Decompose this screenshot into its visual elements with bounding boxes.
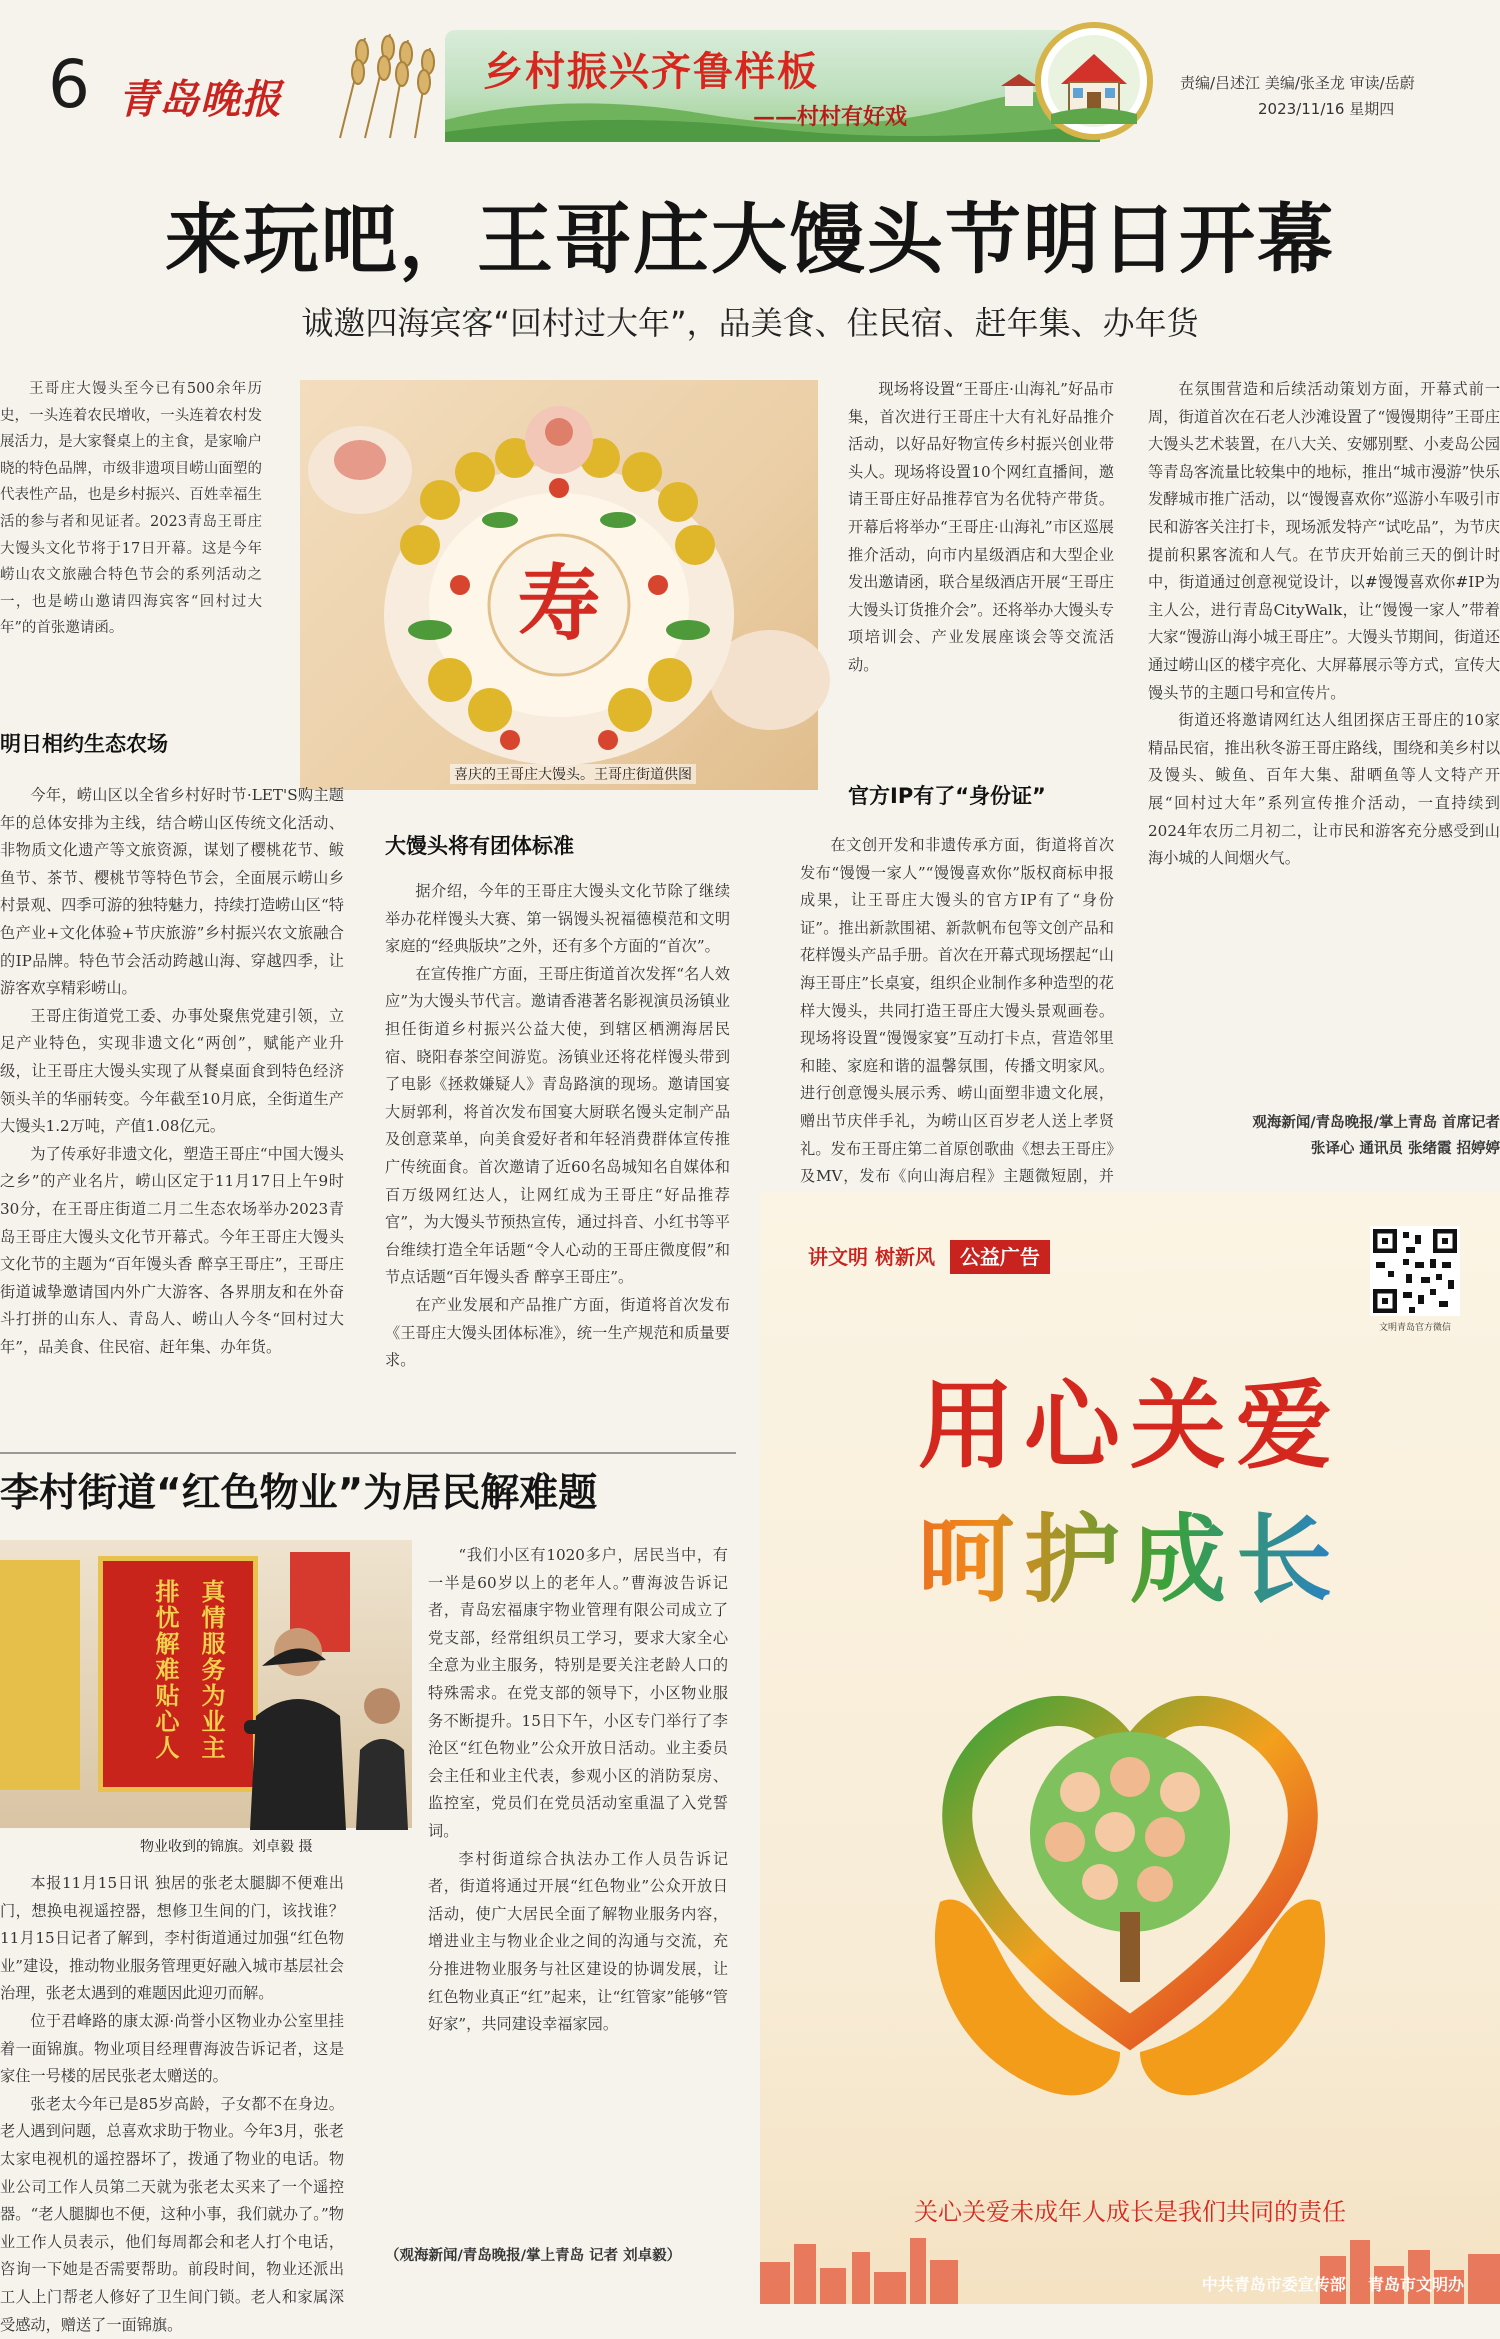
lead-subhead-1: 明日相约生态农场 bbox=[0, 732, 168, 756]
lead-intro-text: 王哥庄大馒头至今已有500余年历史，一头连着农民增收，一头连着农村发展活力，是大家餐桌上的主食，是家喻户晓的特色品牌，市级非遗项目崂山面塑的代表性产品，也是乡村振兴、百姓幸福生活的参与者和见证者。2023青岛王哥庄大馒头文化节将于17日开幕。这是今年崂山农文旅融合特色节会的系列活动之一，也是崂山邀请四海宾客“回村过大年”的首张邀请函。 bbox=[0, 381, 262, 637]
masthead bbox=[0, 0, 1500, 145]
section-divider bbox=[0, 1452, 736, 1454]
section-subtitle: ——村村有好戏 bbox=[753, 104, 908, 130]
silk-banner-line: 真情服务为业主 bbox=[197, 1579, 225, 1761]
lead-section-1-paragraph: 王哥庄街道党工委、办事处聚焦党建引领，立足产业特色，实现非遗文化“两创”，赋能产业升级，让王哥庄大馒头实现了从餐桌面食到特色经济领头羊的华丽转变。今年截至10月底，全街道生产大馒头1.2万吨，产值1.08亿元。 bbox=[0, 1006, 344, 1136]
public-service-ad bbox=[760, 1192, 1500, 2304]
heart-hands-icon bbox=[880, 1612, 1380, 2172]
lead-section-1-paragraph: 今年，崂山区以全省乡村好时节·LET'S购主题年的总体安排为主线，结合崂山区传统文化活动、非物质文化遗产等文旅资源，谋划了樱桃花节、鲅鱼节、茶节、樱桃节等特色节会，全面展示崂山乡村景观、四季可游的独特魅力，持续打造崂山区“特色产业+文化体验+节庆旅游”乡村振兴农文旅融合的IP品牌。特色节会活动跨越山海、穿越四季，让游客欢享精彩崂山。 bbox=[0, 786, 344, 998]
second-paragraph: “我们小区有1020多户，居民当中，有一半是60岁以上的老年人。”曹海波告诉记者，青岛宏福康宇物业管理有限公司成立了党支部，经常组织员工学习，要求大家全心全意为业主服务，特别是要关注老龄人口的特殊需求。在党支部的领导下，小区物业服务不断提升。15日下午，小区专门举行了李沧区“红色物业”公众开放日活动。业主委员会主任和业主代表，参观小区的消防泵房、监控室，党员们在党员活动室重温了入党誓词。 bbox=[428, 1546, 728, 1840]
longevity-character: 寿 bbox=[517, 556, 601, 652]
second-paragraph: 位于君峰路的康太源·尚誉小区物业办公室里挂着一面锦旗。物业项目经理曹海波告诉记者，这是家住一号楼的居民张老太赠送的。 bbox=[0, 2011, 344, 2086]
lead-byline-source: 观海新闻/青岛晚报/掌上青岛 首席记者 bbox=[1252, 1115, 1500, 1131]
lead-section-3-paragraph: 在文创开发和非遗传承方面，街道将首次发布“馒馒一家人”“馒馒喜欢你”版权商标申报成果，让王哥庄大馒头的官方IP有了“身份证”。推出新款围裙、新款帆布包等文创产品和花样馒头产品手册。首次在开幕式现场摆起“山海王哥庄”长桌宴，组织企业制作多种造型的花样大馒头，共同打造王哥庄大馒头景观画卷。现场将设置“馒馒家宴”互动打卡点，营造邻里和睦、家庭和谐的温馨氛围，传播文明家风。进行创意馒头展示秀、崂山面塑非遗文化展，赠出节庆伴手礼，为崂山区百岁老人送上孝贤礼。发布王哥庄第二首原创歌曲《想去王哥庄》及MV，发布《向山海启程》主题微短剧，并 bbox=[800, 836, 1114, 1186]
lead-section-2-paragraph: 据介绍，今年的王哥庄大馒头文化节除了继续举办花样馒头大赛、第一锅馒头祝福德模范和文明家庭的“经典版块”之外，还有多个方面的“首次”。 bbox=[385, 882, 730, 956]
section-title: 乡村振兴齐鲁样板 bbox=[483, 49, 819, 95]
qr-code bbox=[1370, 1226, 1460, 1316]
lead-headline: 来玩吧，王哥庄大馒头节明日开幕 bbox=[165, 195, 1335, 284]
lead-photo bbox=[300, 380, 818, 790]
second-byline: （观海新闻/青岛晚报/掌上青岛 记者 刘卓毅） bbox=[385, 2248, 682, 2264]
second-body-b bbox=[428, 1542, 728, 2242]
second-paragraph: 李村街道综合执法办工作人员告诉记者，街道将通过开展“红色物业”公众开放日活动，使广大居民全面了解物业服务内容，增进业主与物业企业之间的沟通与交流，充分推进物业服务与社区建设的协调发展，让红色物业真正“红”起来，让“红管家”能够“管好家”，共同建设幸福家园。 bbox=[428, 1849, 728, 2034]
lead-byline bbox=[1148, 1110, 1500, 1162]
lead-section-2-body-a bbox=[385, 878, 730, 1444]
second-body-a bbox=[0, 1870, 344, 2334]
lead-intro bbox=[0, 376, 262, 716]
ad-tagline: 关心关爱未成年人成长是我们共同的责任 bbox=[914, 2198, 1346, 2226]
lead-byline-names: 张译心 通讯员 张绪霞 招婷婷 bbox=[1310, 1141, 1500, 1157]
ad-badge: 公益广告 bbox=[950, 1240, 1050, 1274]
wheat-decoration-icon bbox=[310, 30, 460, 140]
lead-section-2-paragraph: 在产业发展和产品推广方面，街道将首次发布《王哥庄大馒头团体标准》，统一生产规范和质量要求。 bbox=[385, 1295, 730, 1370]
ad-slogan-line-2: 呵护成长 bbox=[760, 1484, 1500, 1621]
lead-section-3-paragraph: 街道还将邀请网红达人组团探店王哥庄的10家精品民宿，推出秋冬游王哥庄路线，围绕和美乡村以及馒头、鲅鱼、百年大集、甜晒鱼等人文特产开展“回村过大年”系列宣传推介活动，一直持续到2024年农历二月初二，让市民和游客充分感受到山海小城的人间烟火气。 bbox=[1148, 711, 1500, 868]
editors-line: 责编/吕述江 美编/张圣龙 审读/岳蔚 bbox=[1180, 74, 1415, 92]
lead-section-2-paragraph: 现场将设置“王哥庄·山海礼”好品市集，首次进行王哥庄十大有礼好品推介活动，以好品好物宣传乡村振兴创业带头人。现场将设置10个网红直播间，邀请王哥庄好品推荐官为名优特产带货。开幕后将举办“王哥庄·山海礼”市区巡展推介活动，向市内星级酒店和大型企业发出邀请函，联合星级酒店开展“王哥庄大馒头订货推介会”。还将举办大馒头专项培训会、产业发展座谈会等交流活动。 bbox=[848, 380, 1114, 674]
lead-section-3-body-a bbox=[800, 832, 1114, 1186]
silk-banner-line: 排忧解难贴心人 bbox=[151, 1579, 179, 1761]
qr-caption: 文明青岛官方微信 bbox=[1378, 1323, 1451, 1333]
lead-photo-caption: 喜庆的王哥庄大馒头。王哥庄街道供图 bbox=[450, 764, 696, 784]
second-paragraph: 本报11月15日讯 独居的张老太腿脚不便难出门，想换电视遥控器，想修卫生间的门，该找谁？11月15日记者了解到，李村街道通过加强“红色物业”建设，推动物业服务管理更好融入城市基层社会治理，张老太遇到的难题因此迎刃而解。 bbox=[0, 1874, 344, 2003]
second-headline: 李村街道“红色物业”为居民解难题 bbox=[0, 1471, 598, 1516]
issue-date: 2023/11/16 星期四 bbox=[1258, 100, 1395, 118]
lead-section-2-paragraph: 在宣传推广方面，王哥庄街道首次发挥“名人效应”为大馒头节代言。邀请香港著名影视演员汤镇业担任街道乡村振兴公益大使，到辖区栖溯海居民宿、晓阳春茶空间游览。汤镇业还将花样馒头带到了电影《拯救嫌疑人》青岛路演的现场。邀请国宴大厨郭利，将首次发布国宴大厨联名馒头定制产品及创意菜单，向美食爱好者和年轻消费群体宣传推广传统面食。首次邀请了近60名岛城知名自媒体和百万级网红达人，让网红成为王哥庄“好品推荐官”，为大馒头节预热宣传，通过抖音、小红书等平台维续打造全年话题“令人心动的王哥庄微度假”和节点话题“百年馒头香 醉享王哥庄”。 bbox=[385, 964, 730, 1287]
lead-section-3-paragraph: 在氛围营造和后续活动策划方面，开幕式前一周，街道首次在石老人沙滩设置了“馒馒期待”王哥庄大馒头艺术装置，在八大关、安娜别墅、小麦岛公园等青岛客流量比较集中的地标，推出“城市漫游”快乐发酵城市推广活动，以“馒馒喜欢你”巡游小车吸引市民和游客关注打卡，现场派发特产“试吃品”，为节庆提前积累客流和人气。在节庆开始前三天的倒计时中，街道通过创意视觉设计，以#馒馒喜欢你#IP为主人公，进行青岛CityWalk，让“馒馒一家人”带着大家“馒游山海小城王哥庄”。大馒头节期间，街道还通过崂山区的楼宇亮化、大屏幕展示等方式，宣传大馒头节的主题口号和宣传片。 bbox=[1148, 380, 1500, 702]
section-banner bbox=[445, 30, 1100, 142]
second-photo-caption: 物业收到的锦旗。刘卓毅 摄 bbox=[140, 1839, 313, 1855]
second-paragraph: 张老太今年已是85岁高龄，子女都不在身边。老人遇到问题，总喜欢求助于物业。今年3月，张老太家电视机的遥控器坏了，拨通了物业的电话。物业公司工作人员第二天就为张老太买来了一个遥控器。“老人腿脚也不便，这种小事，我们就办了。”物业工作人员表示，他们每周都会和老人打个电话，咨询一下她是否需要帮助。前段时间，物业还派出工人上门帮老人修好了卫生间门锁。老人和家属深受感动，赠送了一面锦旗。 bbox=[0, 2094, 344, 2334]
paper-name-logo: 青岛晚报 bbox=[118, 76, 282, 123]
photo-wall-panel bbox=[0, 1560, 80, 1790]
person-silhouette-icon bbox=[240, 1620, 350, 1830]
page-number: 6 bbox=[48, 46, 90, 123]
silk-banner bbox=[98, 1556, 258, 1792]
lead-subhead-2: 大馒头将有团体标准 bbox=[385, 834, 574, 858]
ad-slogan-line-1: 用心关爱 bbox=[918, 1370, 1342, 1482]
ad-header-slogan: 讲文明 树新风 bbox=[808, 1245, 935, 1269]
house-emblem bbox=[1035, 22, 1153, 140]
lead-section-3-body-b bbox=[1148, 376, 1500, 1106]
lead-deck: 诚邀四海宾客“回村过大年”，品美食、住民宿、赶年集、办年货 bbox=[301, 304, 1199, 342]
person-silhouette-icon bbox=[352, 1680, 412, 1830]
lead-section-1-body bbox=[0, 782, 344, 1442]
lead-section-2-body-b bbox=[848, 376, 1114, 754]
second-photo bbox=[0, 1540, 412, 1828]
house-icon bbox=[1041, 28, 1147, 134]
qr-code-icon bbox=[1370, 1226, 1460, 1316]
lead-section-1-paragraph: 为了传承好非遗文化，塑造王哥庄“中国大馒头之乡”的产业名片，崂山区定于11月17日上午9时30分，在王哥庄街道二月二生态农场举办2023青岛王哥庄大馒头文化节开幕式。今年王哥庄大馒头文化节的主题为“百年馒头香 醉享王哥庄”，王哥庄街道诚挚邀请国内外广大游客、各界朋友和在外奋斗打拼的山东人、青岛人、崂山人今冬“回村过大年”，品美食、住民宿、赶年集、办年货。 bbox=[0, 1144, 344, 1356]
ad-footer: 中共青岛市委宣传部 青岛市文明办 bbox=[1201, 2275, 1464, 2294]
steamed-bun-photo-icon bbox=[300, 380, 818, 790]
lead-subhead-3: 官方IP有了“身份证” bbox=[848, 784, 1046, 808]
ad-header bbox=[808, 1240, 1050, 1274]
